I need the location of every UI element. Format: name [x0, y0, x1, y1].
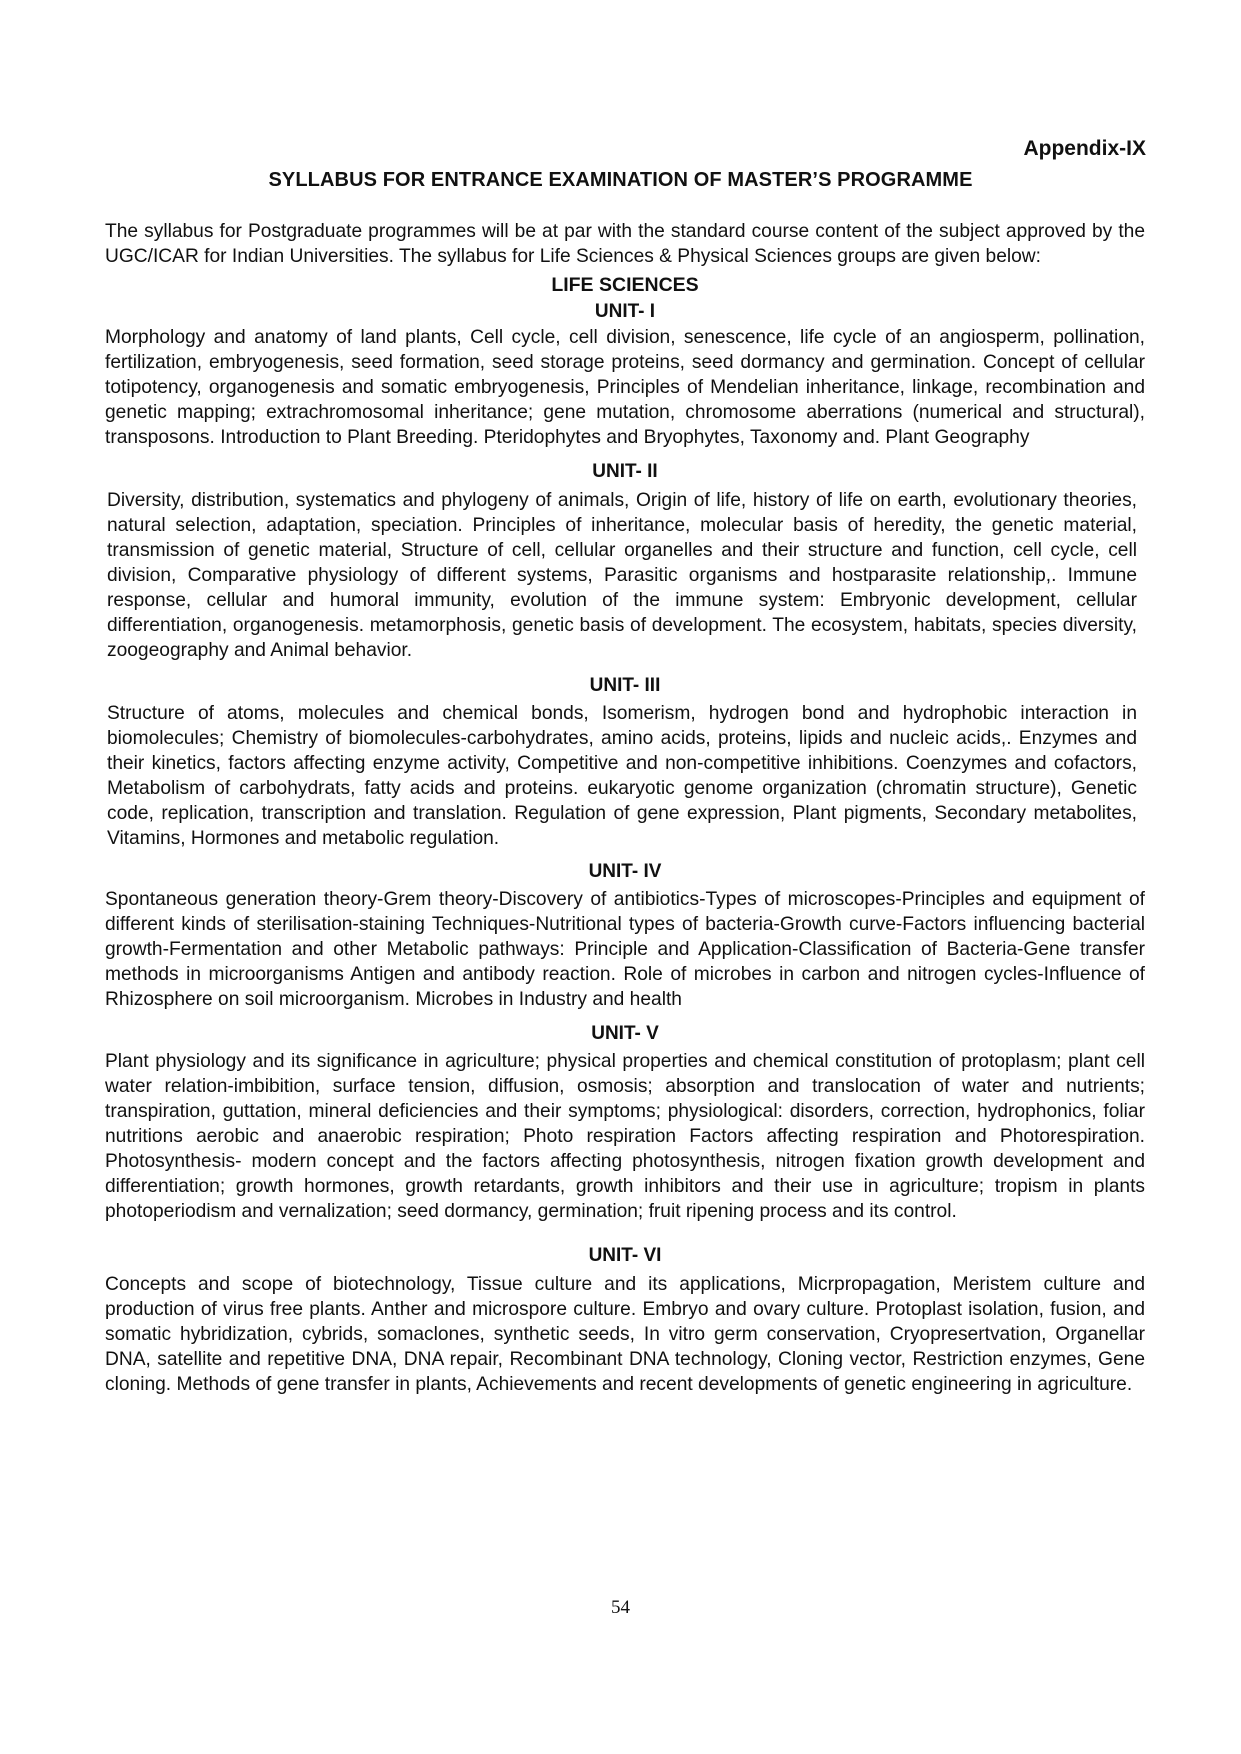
- unit-1-text: Morphology and anatomy of land plants, Cell cycle, cell division, senescence, life cycle of an angiosperm, pollination, fertilization, embryogenesis, seed formation, seed storage proteins, seed dormancy and germination. Concept of cellular totipotency, organogenesis and somatic embryogenesis, Principles of Mendelian inheritance, linkage, recombination and genetic mapping; extrachromosomal inheritance; gene mutation, chromosome aberrations (numerical and structural), transposons. Introduction to Plant Breeding. Pteridophytes and Bryophytes, Taxonomy and. Plant Geography: [105, 327, 1145, 448]
- unit-5-heading: UNIT- V: [591, 1023, 659, 1044]
- appendix-label: Appendix-IX: [1023, 137, 1146, 160]
- unit-6-text: Concepts and scope of biotechnology, Tissue culture and its applications, Micrpropagation, Meristem culture and production of virus free plants. Anther and microspore culture. Embryo and ovary culture. Protoplast isolation, fusion, and somatic hybridization, cybrids, somaclones, synthetic seeds, In vitro germ conservation, Cryopresertvation, Organellar DNA, satellite and repetitive DNA, DNA repair, Recombinant DNA technology, Cloning vector, Restriction enzymes, Gene cloning. Methods of gene transfer in plants, Achievements and recent developments of genetic engineering in agriculture.: [105, 1274, 1145, 1395]
- unit-2-text: Diversity, distribution, systematics and phylogeny of animals, Origin of life, history of life on earth, evolutionary theories, natural selection, adaptation, speciation. Principles of inheritance, molecular basis of heredity, the genetic material, transmission of genetic material, Structure of cell, cellular organelles and their structure and function, cell cycle, cell division, Comparative physiology of different systems, Parasitic organisms and hostparasite relationship,. Immune response, cellular and humoral immunity, evolution of the immune system: Embryonic development, cellular differentiation, organogenesis. metamorphosis, genetic basis of development. The ecosystem, habitats, species diversity, zoogeography and Animal behavior.: [107, 490, 1137, 661]
- intro-paragraph: The syllabus for Postgraduate programmes will be at par with the standard course content of the subject approved by the UGC/ICAR for Indian Universities. The syllabus for Life Sciences & Physical Sciences groups are given below:: [105, 221, 1145, 267]
- section-heading-life-sciences: LIFE SCIENCES: [551, 274, 699, 296]
- unit-4-text: Spontaneous generation theory-Grem theory-Discovery of antibiotics-Types of microscopes-Principles and equipment of different kinds of sterilisation-staining Techniques-Nutritional types of bacteria-Growth curve-Factors influencing bacterial growth-Fermentation and other Metabolic pathways: Principle and Application-Classification of Bacteria-Gene transfer methods in microorganisms Antigen and antibody reaction. Role of microbes in carbon and nitrogen cycles-Influence of Rhizosphere on soil microorganism. Microbes in Industry and health: [105, 889, 1145, 1010]
- unit-3-heading: UNIT- III: [589, 675, 661, 696]
- unit-5-text: Plant physiology and its significance in agriculture; physical properties and chemical constitution of protoplasm; plant cell water relation-imbibition, surface tension, diffusion, osmosis; absorption and translocation of water and nutrients; transpiration, guttation, mineral deficiencies and their symptoms; physiological: disorders, correction, hydrophonics, foliar nutritions aerobic and anaerobic respiration; Photo respiration Factors affecting respiration and Photorespiration. Photosynthesis- modern concept and the factors affecting photosynthesis, nitrogen fixation growth development and differentiation; growth hormones, growth retardants, growth inhibitors and their use in agriculture; tropism in plants photoperiodism and vernalization; seed dormancy, germination; fruit ripening process and its control.: [105, 1051, 1145, 1222]
- page-number: 54: [611, 1597, 630, 1618]
- unit-4-heading: UNIT- IV: [588, 861, 662, 882]
- unit-1-heading: UNIT- I: [594, 301, 656, 322]
- unit-6-heading: UNIT- VI: [588, 1245, 662, 1266]
- unit-2-heading: UNIT- II: [592, 461, 658, 482]
- page-title: SYLLABUS FOR ENTRANCE EXAMINATION OF MASTER’S PROGRAMME: [268, 169, 973, 191]
- document-body: [105, 219, 1145, 1397]
- unit-3-text: Structure of atoms, molecules and chemical bonds, Isomerism, hydrogen bond and hydrophobic interaction in biomolecules; Chemistry of biomolecules-carbohydrates, amino acids, proteins, lipids and nucleic acids,. Enzymes and their kinetics, factors affecting enzyme activity, Competitive and non-competitive inhibitions. Coenzymes and cofactors, Metabolism of carbohydrats, fatty acids and proteins. eukaryotic genome organization (chromatin structure), Genetic code, replication, transcription and translation. Regulation of gene expression, Plant pigments, Secondary metabolites, Vitamins, Hormones and metabolic regulation.: [107, 703, 1137, 849]
